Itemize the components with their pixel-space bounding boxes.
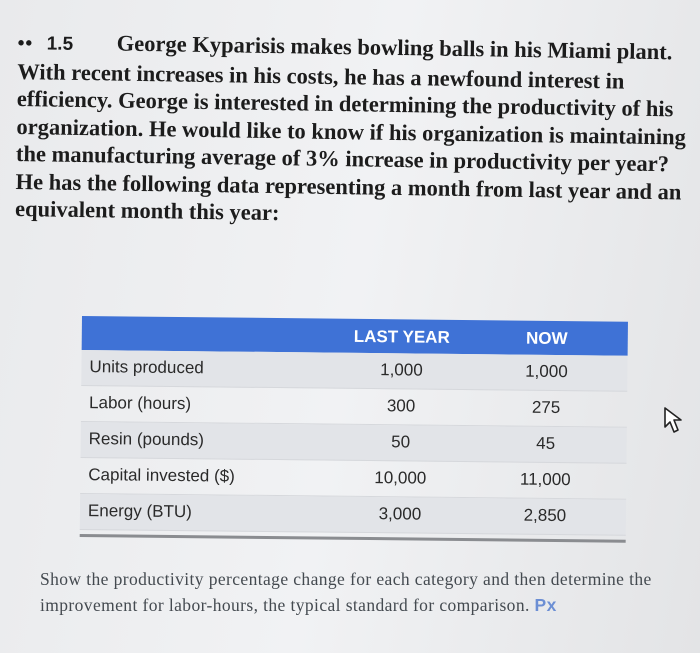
row-label: Energy (BTU) xyxy=(87,501,192,522)
instructions xyxy=(40,566,670,618)
problem-number: 1.5 xyxy=(46,33,74,55)
difficulty-bullets: •• xyxy=(17,32,34,55)
data-table xyxy=(80,316,628,543)
now-value: 1,000 xyxy=(525,361,568,382)
now-value: 11,000 xyxy=(519,469,571,490)
px-badge: Px xyxy=(534,595,557,615)
problem-text: George Kyparisis makes bowling balls in his Miami plant. With recent increases in his costs, he has a newfound interest in efficiency. George is interested in determining the productivity of his organization. He would like to know if his organization is maintaining the manufacturing average of 3% increase in productivity per year? He has the following data representing a month from last year and an equivalent month this year: xyxy=(14,30,687,226)
instructions-text: Show the productivity percentage change for each category and then determine the improvement for labor-hours, the typical standard for comparison. xyxy=(40,569,652,615)
now-value: 45 xyxy=(536,433,556,453)
row-label: Capital invested ($) xyxy=(88,465,235,486)
row-label: Labor (hours) xyxy=(88,393,192,414)
last-year-value: 10,000 xyxy=(374,468,427,488)
table-row xyxy=(80,494,626,536)
table-row xyxy=(81,386,627,428)
problem-statement xyxy=(15,28,690,233)
table-header xyxy=(82,316,628,356)
table-row xyxy=(81,422,627,464)
last-year-value: 50 xyxy=(391,432,411,452)
header-last-year: LAST YEAR xyxy=(353,326,450,347)
row-label: Resin (pounds) xyxy=(88,429,205,450)
table-row xyxy=(80,458,626,500)
row-label: Units produced xyxy=(89,357,204,378)
now-value: 275 xyxy=(531,397,561,418)
last-year-value: 1,000 xyxy=(380,360,423,380)
last-year-value: 300 xyxy=(386,396,416,416)
table-body xyxy=(80,350,628,536)
header-now: NOW xyxy=(525,328,568,349)
mouse-pointer-icon xyxy=(662,405,688,435)
now-value: 2,850 xyxy=(523,505,567,526)
last-year-value: 3,000 xyxy=(378,504,422,524)
table-row xyxy=(81,350,627,392)
table-bottom-rule xyxy=(80,534,626,543)
